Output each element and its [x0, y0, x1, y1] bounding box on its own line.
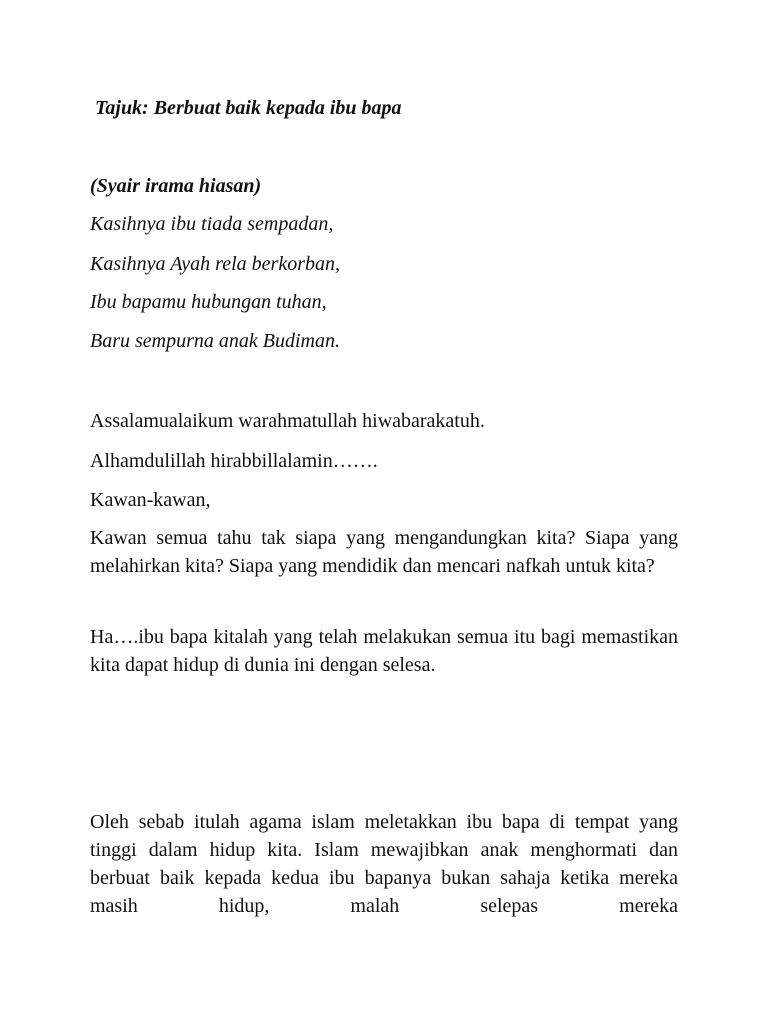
document-title: Tajuk: Berbuat baik kepada ibu bapa	[95, 97, 402, 119]
paragraph-parents: Ha….ibu bapa kitalah yang telah melakukan semua itu bagi memastikan kita dapat hidup di dunia ini dengan selesa.	[90, 626, 678, 676]
kawan-line: Kawan-kawan,	[90, 489, 211, 511]
syair-line: Ibu bapamu hubungan tuhan,	[90, 291, 327, 313]
paragraph-islam: Oleh sebab itulah agama islam meletakkan ibu bapa di tempat yang tinggi dalam hidup kita. Islam mewajibkan anak menghormati dan berbuat baik kepada kedua ibu bapanya bukan sahaja ketika mereka masih hidup, malah selepas mereka	[90, 811, 678, 917]
syair-line: Baru sempurna anak Budiman.	[90, 330, 340, 352]
syair-label: (Syair irama hiasan)	[90, 175, 262, 197]
paragraph-question: Kawan semua tahu tak siapa yang mengandungkan kita? Siapa yang melahirkan kita? Siapa yang mendidik dan mencari nafkah untuk kita?	[90, 527, 678, 577]
greeting-line: Assalamualaikum warahmatullah hiwabarakatuh.	[90, 410, 485, 432]
alhamdulillah-line: Alhamdulillah hirabbillalamin…….	[90, 450, 378, 472]
syair-line: Kasihnya ibu tiada sempadan,	[90, 213, 334, 235]
syair-line: Kasihnya Ayah rela berkorban,	[90, 253, 340, 275]
